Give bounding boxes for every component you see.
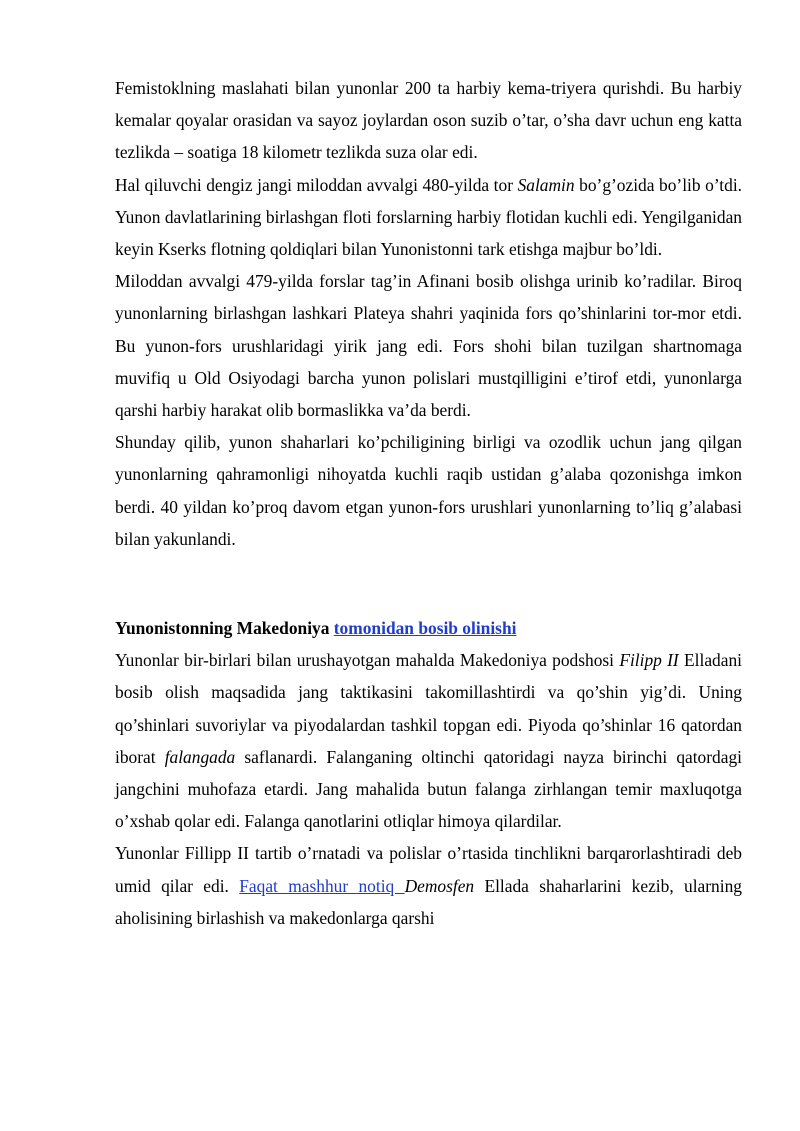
section-spacer: [115, 555, 742, 612]
inline-link-notiq[interactable]: Faqat mashhur notiq: [239, 875, 405, 896]
heading-link[interactable]: tomonidan bosib olinishi: [333, 618, 517, 639]
paragraph-text: Elladani bosib olish maqsadida jang taktikasini takomillashtirdi va qo’shin yig’di. Uning qo’shinlari suvoriylar va piyodalardan tashkil topgan edi. Piyoda qo’shinlar 16 qatordan iborat: [115, 650, 742, 767]
paragraph-femistokl: [115, 72, 742, 169]
paragraph-text: Yunonlar Fillipp II tartib o’rnatadi va polislar o’rtasida tinchlikni barqarorlashtiradi deb umid qilar edi.: [115, 843, 742, 896]
italic-term-demosfen: Demosfen: [404, 875, 475, 896]
italic-term-filipp: Filipp II: [619, 650, 679, 671]
paragraph-text: Yunonlar bir-birlari bilan urushayotgan mahalda Makedoniya podshosi: [115, 650, 620, 671]
paragraph-conclusion: [115, 426, 742, 555]
paragraph-text: saflanardi. Falanganing oltinchi qatoridagi nayza birinchi qatordagi jangchini muhofaza etardi. Jang mahalida butun falanga zirhlangan temir maxluqotga o’xshab qolar edi. Falanga qanotlarini otliqlar himoya qilardilar.: [115, 746, 742, 832]
heading-text: Yunonistonning Makedoniya: [115, 618, 334, 639]
paragraph-plateya: [115, 265, 742, 426]
paragraph-salamin: [115, 169, 742, 266]
italic-term-salamin: Salamin: [517, 174, 575, 195]
section-heading: [115, 612, 742, 644]
paragraph-text: Miloddan avvalgi 479-yilda forslar tag’in Afinani bosib olishga urinib ko’radilar. Biroq yunonlarning birlashgan lashkari Plateya shahri yaqinida fors qo’shinlarini tor-mor etdi. Bu yunon-fors urushlaridagi yirik jang edi. Fors shohi bilan tuzilgan shartnomaga muvifiq u Old Osiyodagi barcha yunon polislari mustqilligini e’tirof etdi, yunonlarga qarshi harbiy harakat olib bormaslikka va’da berdi.: [115, 271, 742, 421]
paragraph-text: Ellada shaharlarini kezib, ularning aholisining birlashish va makedonlarga qarshi: [115, 875, 742, 928]
paragraph-text: Hal qiluvchi dengiz jangi miloddan avvalgi 480-yilda tor: [115, 174, 518, 195]
italic-term-falanga: falangada: [164, 746, 236, 767]
paragraph-filipp: [115, 644, 742, 837]
paragraph-text: Shunday qilib, yunon shaharlari ko’pchiligining birligi va ozodlik uchun jang qilgan yunonlarning qahramonligi nihoyatda kuchli raqib ustidan g’alaba qozonishga imkon berdi. 40 yildan ko’proq davom etgan yunon-fors urushlari yunonlarning to’liq g’alabasi bilan yakunlandi.: [115, 432, 742, 549]
paragraph-text: bo’g’ozida bo’lib o’tdi. Yunon davlatlarining birlashgan floti forslarning harbiy flotidan kuchli edi. Yengilganidan keyin Kserks flotning qoldiqlari bilan Yunonistonni tark etishga majbur bo’ldi.: [115, 174, 743, 260]
paragraph-demosfen: [115, 837, 742, 934]
paragraph-text: Femistoklning maslahati bilan yunonlar 200 ta harbiy kema-triyera qurishdi. Bu harbiy kemalar qoyalar orasidan va sayoz joylardan oson suzib o’tar, o’sha davr uchun eng katta tezlikda – soatiga 18 kilometr tezlikda suza olar edi.: [115, 78, 742, 163]
